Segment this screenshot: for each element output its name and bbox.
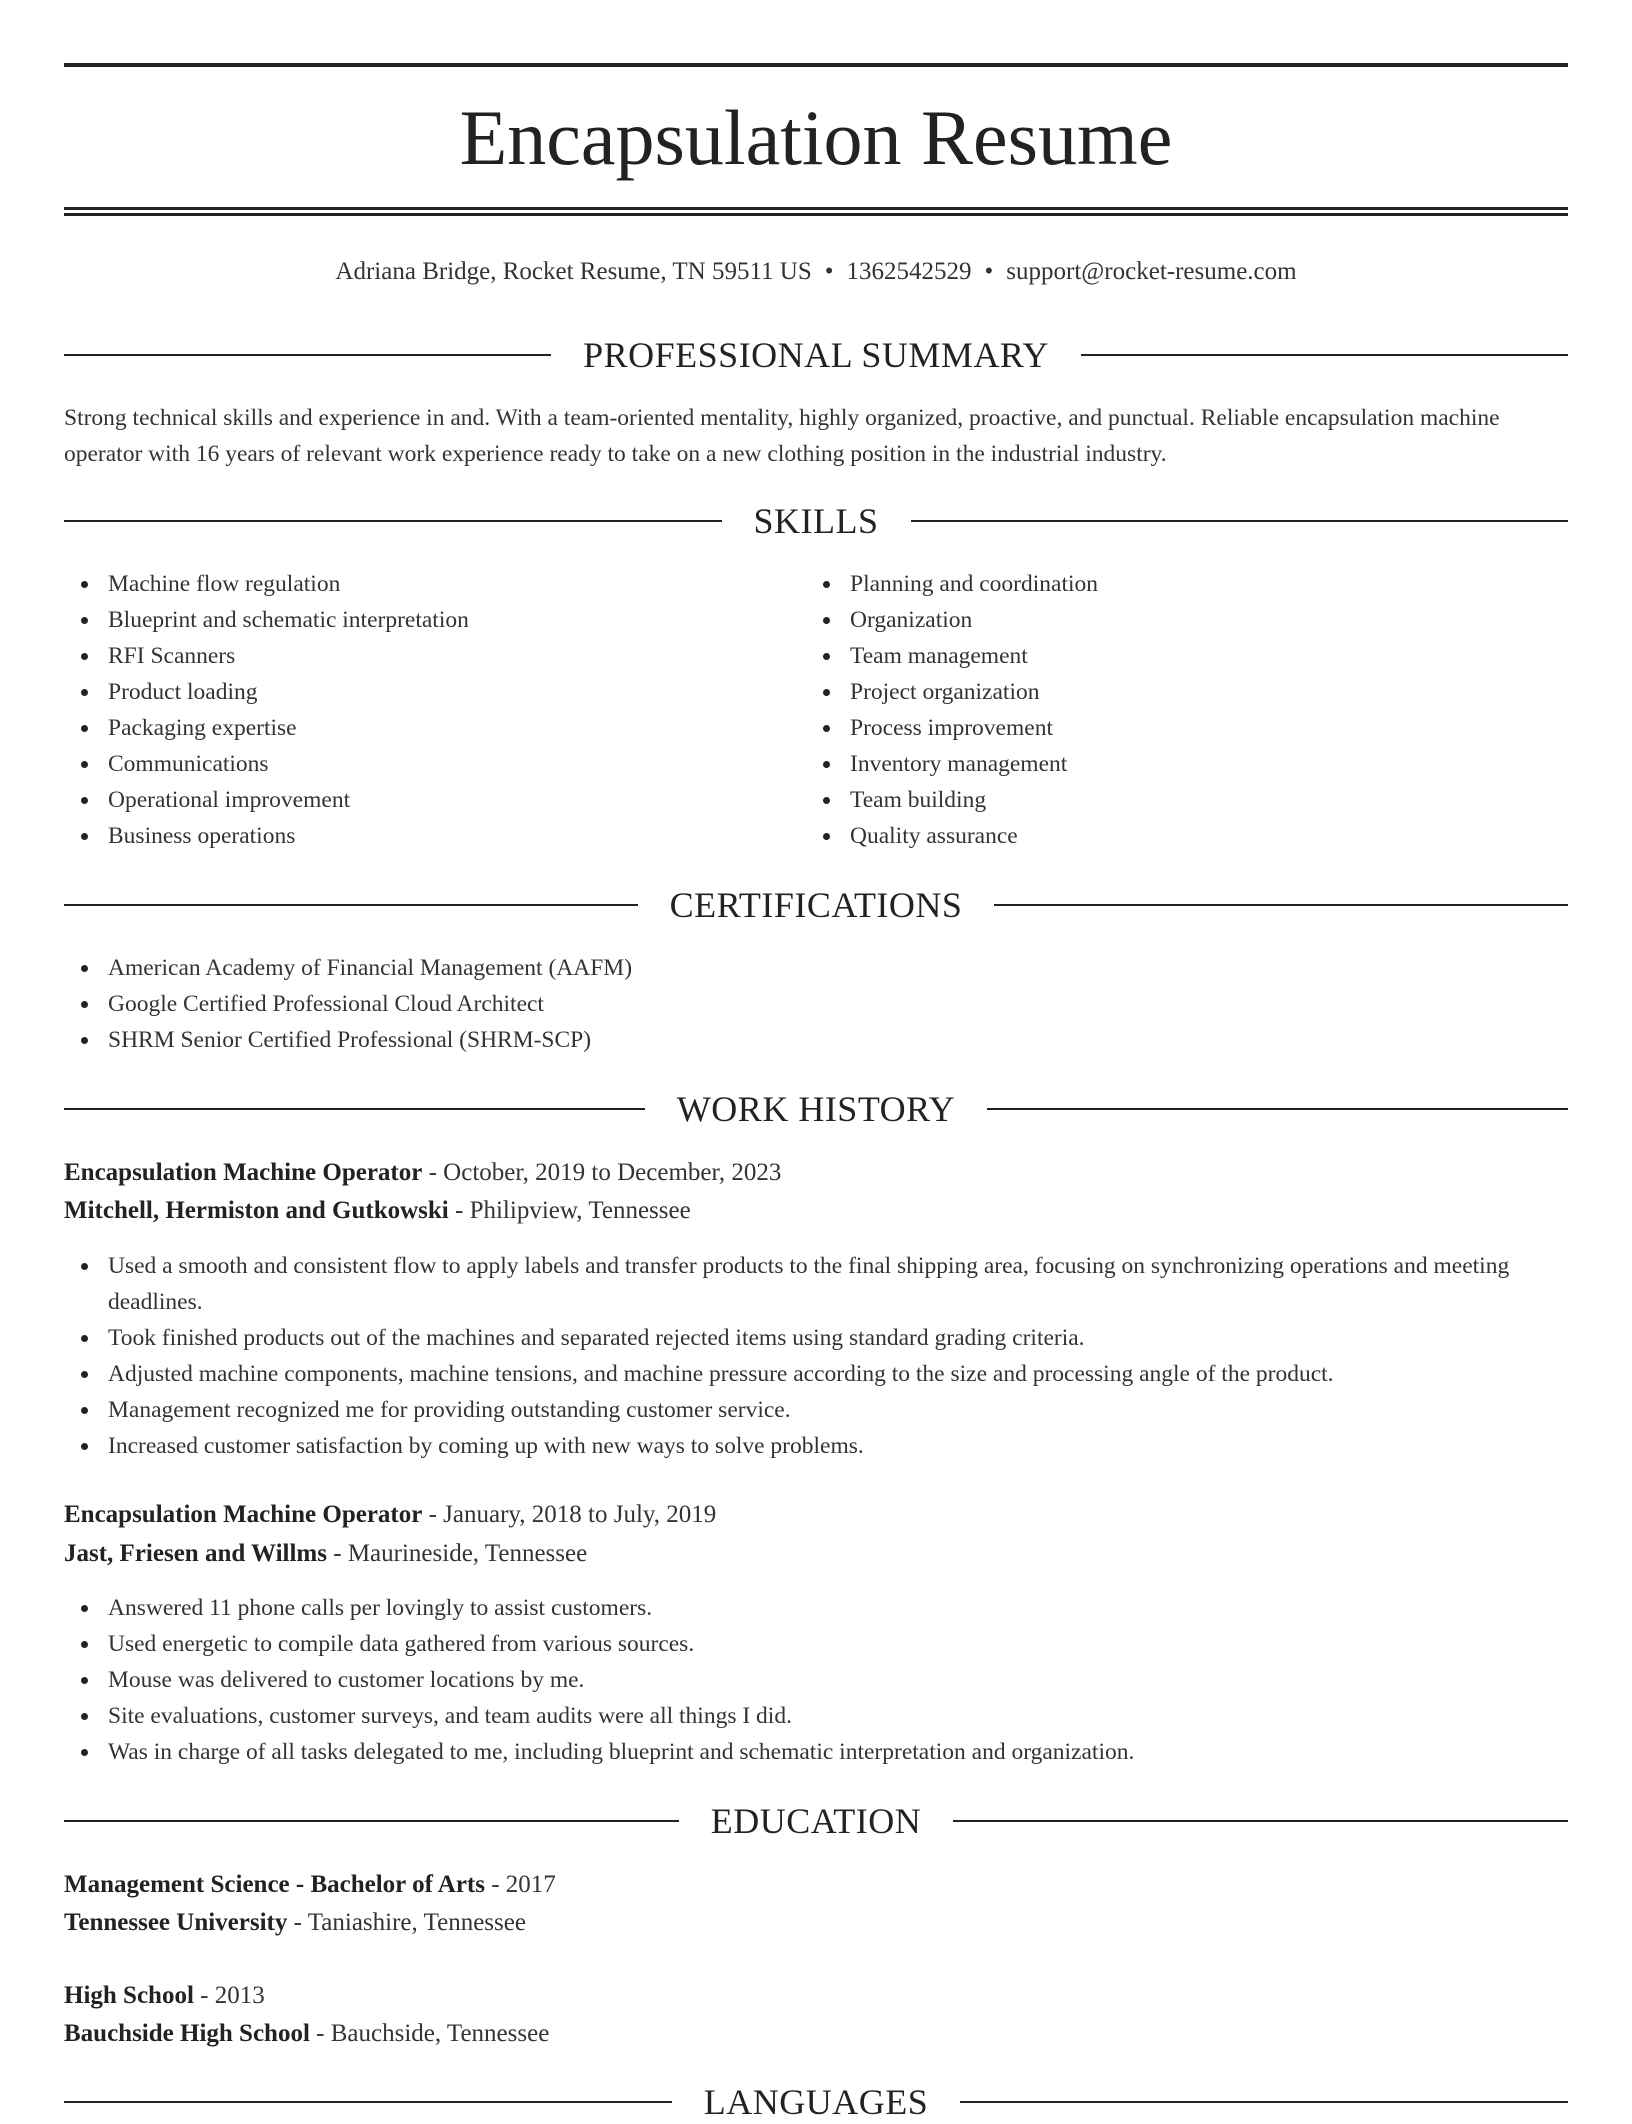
certification-item: Google Certified Professional Cloud Architect bbox=[64, 986, 1568, 1022]
education-heading bbox=[64, 1799, 1568, 1843]
job-title-line bbox=[64, 1496, 1568, 1534]
languages-heading-label: LANGUAGES bbox=[703, 2082, 929, 2122]
job-bullets bbox=[64, 1590, 1568, 1770]
skill-item: Operational improvement bbox=[64, 782, 784, 818]
top-rule bbox=[64, 63, 1568, 67]
education-school-line bbox=[64, 2015, 1568, 2053]
education-heading-label: EDUCATION bbox=[710, 1801, 922, 1841]
education-school-line bbox=[64, 1904, 1568, 1942]
job-location: - Maurineside, Tennessee bbox=[327, 1540, 588, 1567]
education-school: Bauchside High School bbox=[64, 2020, 310, 2047]
summary-heading bbox=[64, 333, 1568, 377]
skill-item: Team building bbox=[806, 782, 1566, 818]
skill-item: Blueprint and schematic interpretation bbox=[64, 602, 784, 638]
job-dates: - January, 2018 to July, 2019 bbox=[422, 1501, 717, 1528]
education-location: - Taniashire, Tennessee bbox=[287, 1909, 526, 1936]
skills-heading bbox=[64, 499, 1568, 543]
job-dates: - October, 2019 to December, 2023 bbox=[422, 1159, 782, 1186]
heading-rule bbox=[64, 520, 722, 522]
job-bullet: Management recognized me for providing outstanding customer service. bbox=[64, 1392, 1568, 1428]
heading-rule bbox=[994, 904, 1568, 906]
heading-rule bbox=[960, 2101, 1568, 2103]
job-title-line bbox=[64, 1154, 1568, 1192]
skill-item: Planning and coordination bbox=[806, 566, 1566, 602]
certification-item: American Academy of Financial Management (AAFM) bbox=[64, 950, 1568, 986]
certification-item: SHRM Senior Certified Professional (SHRM-SCP) bbox=[64, 1022, 1568, 1058]
work-heading bbox=[64, 1087, 1568, 1131]
job-bullet: Was in charge of all tasks delegated to me, including blueprint and schematic interpretation and organization. bbox=[64, 1734, 1568, 1770]
education-year: - 2013 bbox=[193, 1982, 265, 2009]
contact-separator: • bbox=[984, 258, 994, 285]
education-location: - Bauchside, Tennessee bbox=[309, 2020, 550, 2047]
skills-heading-label: SKILLS bbox=[753, 501, 879, 541]
job-bullet: Answered 11 phone calls per lovingly to assist customers. bbox=[64, 1590, 1568, 1626]
resume-title: Encapsulation Resume bbox=[459, 94, 1173, 181]
heading-rule bbox=[64, 354, 551, 356]
skill-item: Machine flow regulation bbox=[64, 566, 784, 602]
skill-item: Communications bbox=[64, 746, 784, 782]
job-company: Jast, Friesen and Willms bbox=[64, 1540, 327, 1567]
education-degree-line bbox=[64, 1866, 1568, 1904]
skill-item: Business operations bbox=[64, 818, 784, 854]
contact-phone: 1362542529 bbox=[846, 258, 972, 285]
contact-line bbox=[64, 255, 1568, 289]
job-title: Encapsulation Machine Operator bbox=[64, 1159, 423, 1186]
certifications-heading bbox=[64, 883, 1568, 927]
heading-rule bbox=[64, 1108, 645, 1110]
job-bullet: Adjusted machine components, machine tensions, and machine pressure according to the size and processing angle of the product. bbox=[64, 1356, 1568, 1392]
heading-rule bbox=[911, 520, 1569, 522]
education-school: Tennessee University bbox=[64, 1909, 288, 1936]
certifications-heading-label: CERTIFICATIONS bbox=[669, 885, 963, 925]
heading-rule bbox=[1081, 354, 1568, 356]
job-bullet: Used a smooth and consistent flow to apply labels and transfer products to the final shipping area, focusing on synchronizing operations and meeting deadlines. bbox=[64, 1248, 1568, 1320]
heading-rule bbox=[64, 904, 638, 906]
heading-rule bbox=[64, 1820, 679, 1822]
education-degree-line bbox=[64, 1977, 1568, 2015]
education-degree: High School bbox=[64, 1982, 194, 2009]
contact-email: support@rocket-resume.com bbox=[1006, 258, 1297, 285]
job-bullet: Increased customer satisfaction by coming up with new ways to solve problems. bbox=[64, 1428, 1568, 1464]
title-double-rule bbox=[64, 207, 1568, 216]
skill-item: RFI Scanners bbox=[64, 638, 784, 674]
job-bullet: Site evaluations, customer surveys, and team audits were all things I did. bbox=[64, 1698, 1568, 1734]
certifications-list bbox=[64, 950, 1568, 1058]
contact-separator: • bbox=[824, 258, 834, 285]
skills-list-left bbox=[64, 566, 784, 854]
job-location: - Philipview, Tennessee bbox=[448, 1197, 691, 1224]
job-title: Encapsulation Machine Operator bbox=[64, 1501, 423, 1528]
heading-rule bbox=[64, 2101, 672, 2103]
skill-item: Organization bbox=[806, 602, 1566, 638]
heading-rule bbox=[987, 1108, 1568, 1110]
job-bullet: Used energetic to compile data gathered from various sources. bbox=[64, 1626, 1568, 1662]
summary-text: Strong technical skills and experience in and. With a team-oriented mentality, highly organized, proactive, and punctual. Reliable encapsulation machine operator with 16 years of relevant work experience ready to take on a new clothing position in the industrial industry. bbox=[64, 405, 1500, 467]
job-bullets bbox=[64, 1248, 1568, 1464]
skill-item: Packaging expertise bbox=[64, 710, 784, 746]
job-company: Mitchell, Hermiston and Gutkowski bbox=[64, 1197, 449, 1224]
skill-item: Team management bbox=[806, 638, 1566, 674]
skills-list-right bbox=[806, 566, 1566, 854]
skill-item: Project organization bbox=[806, 674, 1566, 710]
contact-address: Adriana Bridge, Rocket Resume, TN 59511 US bbox=[335, 258, 812, 285]
skill-item: Product loading bbox=[64, 674, 784, 710]
skill-item: Inventory management bbox=[806, 746, 1566, 782]
skill-item: Quality assurance bbox=[806, 818, 1566, 854]
work-heading-label: WORK HISTORY bbox=[676, 1089, 956, 1129]
job-bullet: Mouse was delivered to customer locations by me. bbox=[64, 1662, 1568, 1698]
heading-rule bbox=[953, 1820, 1568, 1822]
skill-item: Process improvement bbox=[806, 710, 1566, 746]
education-year: - 2017 bbox=[484, 1871, 556, 1898]
job-company-line bbox=[64, 1192, 1568, 1230]
summary-heading-label: PROFESSIONAL SUMMARY bbox=[583, 335, 1049, 375]
languages-heading bbox=[64, 2080, 1568, 2124]
education-degree: Management Science - Bachelor of Arts bbox=[64, 1871, 485, 1898]
job-company-line bbox=[64, 1535, 1568, 1573]
job-bullet: Took finished products out of the machines and separated rejected items using standard grading criteria. bbox=[64, 1320, 1568, 1356]
